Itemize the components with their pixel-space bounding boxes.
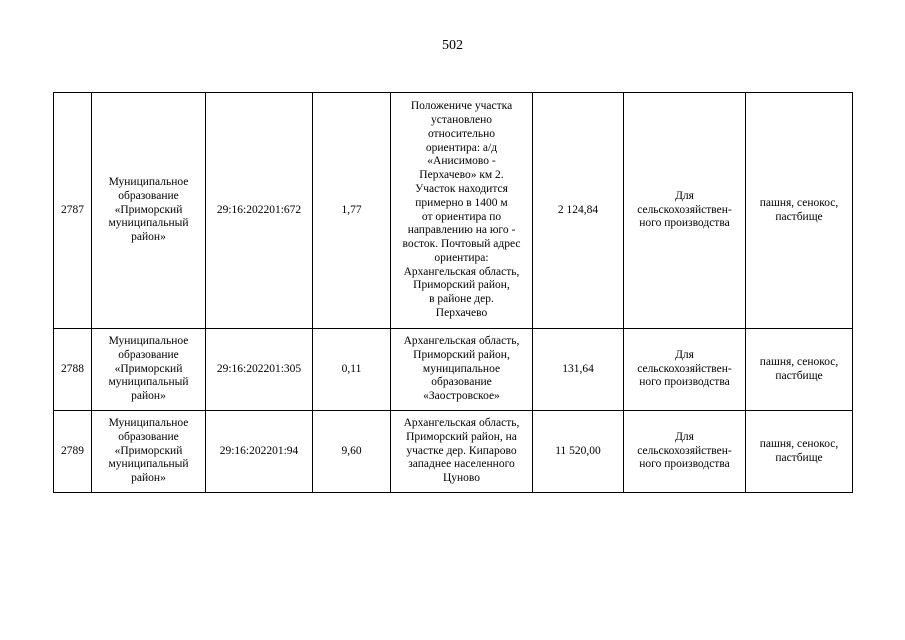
owner-cell: Муниципальное образование «Приморский муниципальный район» [92, 93, 206, 329]
row-number-cell: 2787 [54, 93, 92, 329]
location-cell: Архангельская область, Приморский район, на участке дер. Кипарово западнее населенного Цуново [391, 411, 533, 493]
owner-cell: Муниципальное образование «Приморский муниципальный район» [92, 411, 206, 493]
value-cell: 2 124,84 [533, 93, 624, 329]
value-cell: 11 520,00 [533, 411, 624, 493]
cadastral-number-cell: 29:16:202201:305 [206, 329, 313, 411]
cadastral-number-cell: 29:16:202201:672 [206, 93, 313, 329]
page-number: 502 [442, 38, 463, 53]
land-use-cell: пашня, сенокос, пастбище [746, 93, 853, 329]
value-cell: 131,64 [533, 329, 624, 411]
land-category-cell: Для сельскохозяйствен- ного производства [624, 411, 746, 493]
row-number-cell: 2788 [54, 329, 92, 411]
land-registry-table [53, 92, 853, 493]
land-use-cell: пашня, сенокос, пастбище [746, 411, 853, 493]
land-category-cell: Для сельскохозяйствен- ного производства [624, 93, 746, 329]
land-category-cell: Для сельскохозяйствен- ного производства [624, 329, 746, 411]
area-cell: 0,11 [313, 329, 391, 411]
cadastral-number-cell: 29:16:202201:94 [206, 411, 313, 493]
area-cell: 1,77 [313, 93, 391, 329]
owner-cell: Муниципальное образование «Приморский муниципальный район» [92, 329, 206, 411]
table-row [54, 93, 853, 329]
land-use-cell: пашня, сенокос, пастбище [746, 329, 853, 411]
table-row [54, 411, 853, 493]
location-cell: Архангельская область, Приморский район, муниципальное образование «Заостровское» [391, 329, 533, 411]
location-cell: Положениче участка установлено относительно ориентира: а/д «Анисимово - Перхачево» км 2. Участок находится примерно в 1400 м от ориентира по направлению на юго - восток. Почтовый адрес ориентира: Архангельская область, Приморский район, в районе дер. Перхачево [391, 93, 533, 329]
area-cell: 9,60 [313, 411, 391, 493]
table-row [54, 329, 853, 411]
row-number-cell: 2789 [54, 411, 92, 493]
